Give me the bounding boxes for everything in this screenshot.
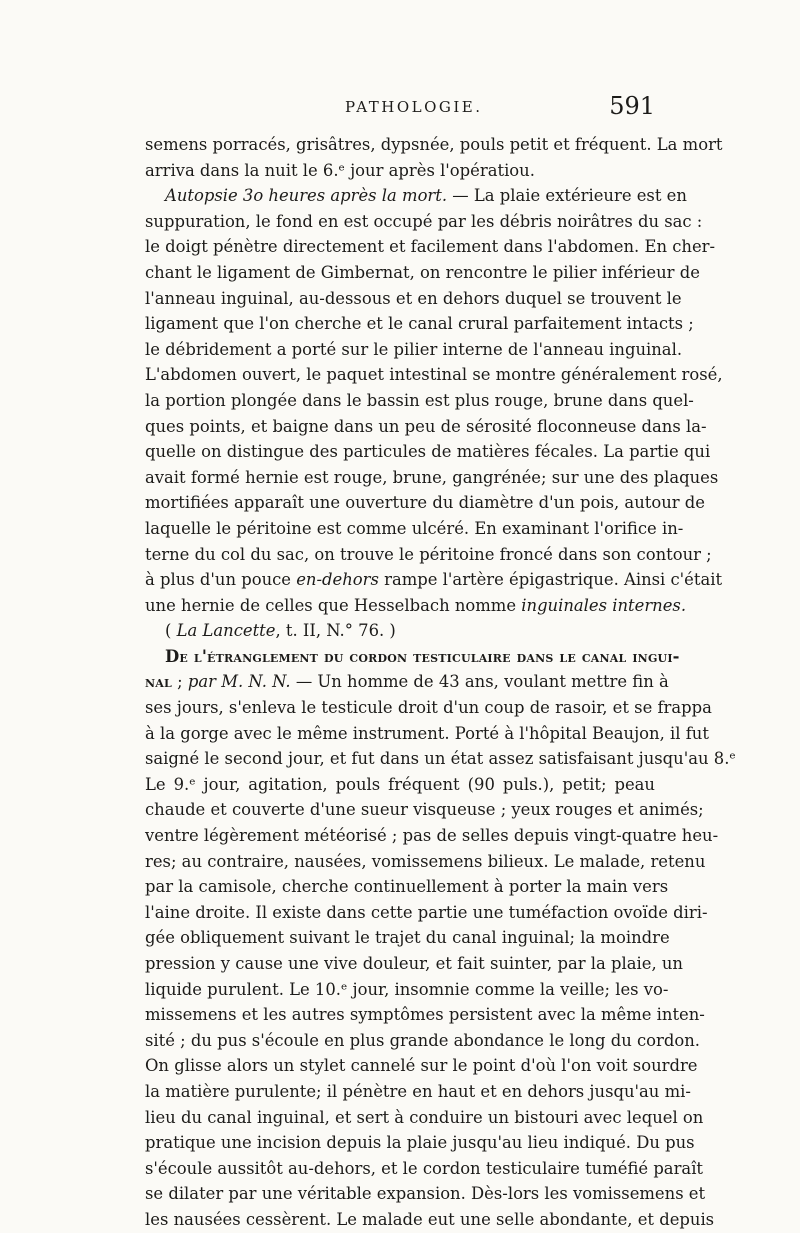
running-head: PATHOLOGIE. <box>345 98 483 116</box>
text-run: l'aine droite. Il existe dans cette partie une tuméfaction ovoïde diri- <box>145 902 708 922</box>
text-run: ( <box>165 621 177 641</box>
text-line <box>145 618 655 644</box>
text-line <box>145 490 706 516</box>
text-run: mortifiées apparaît une ouverture du diamètre d'un pois, autour de <box>145 493 706 513</box>
page-number: 591 <box>609 92 655 120</box>
text-line <box>145 337 683 363</box>
text-run: la matière purulente; il pénètre en haut et en dehors jusqu'au mi- <box>145 1081 691 1101</box>
text-line <box>145 465 719 491</box>
text-line <box>145 1028 701 1054</box>
text-run: le doigt pénètre directement et facilement dans l'abdomen. En cher- <box>145 237 716 257</box>
text-line <box>145 669 669 695</box>
text-run: chaude et couverte d'une sueur visqueuse ; yeux rouges et animés; <box>145 800 704 820</box>
text-line <box>145 772 655 798</box>
text-line <box>145 695 712 721</box>
text-run: liquide purulent. Le 10.ᵉ jour, insomnie comme la veille; les vo- <box>145 979 669 999</box>
text-line <box>145 1002 705 1028</box>
text-run: — Un homme de 43 ans, voulant mettre fin à <box>290 672 669 692</box>
text-run: saigné le second jour, et fut dans un état assez satisfaisant jusqu'au 8.ᵉ <box>145 749 736 769</box>
text-line <box>145 362 723 388</box>
text-run: ventre légèrement météorisé ; pas de selles depuis vingt-quatre heu- <box>145 826 719 846</box>
text-line <box>145 951 683 977</box>
text-run: Le 9.ᵉ jour, agitation, pouls fréquent (90 puls.), petit; peau <box>145 774 655 794</box>
text-run: pression y cause une vive douleur, et fait suinter, par la plaie, un <box>145 954 683 973</box>
text-line <box>145 1105 704 1131</box>
text-run: terne du col du sac, on trouve le péritoine froncé dans son contour ; <box>145 544 712 564</box>
text-run: se dilater par une véritable expansion. Dès-lors les vomissemens et <box>145 1184 706 1204</box>
text-run: laquelle le péritoine est comme ulcéré. En examinant l'orifice in- <box>145 518 684 538</box>
text-line <box>145 183 687 209</box>
text-run: avait formé hernie est rouge, brune, gangrénée; sur une des plaques <box>145 467 719 487</box>
text-run: la portion plongée dans le bassin est plus rouge, brune dans quel- <box>145 390 694 410</box>
text-run: semens porracés, grisâtres, dypsnée, pouls petit et fréquent. La mort <box>145 135 723 154</box>
text-line <box>145 209 703 235</box>
text-line <box>145 542 712 568</box>
text-line <box>145 721 709 747</box>
italic-text: par M. N. N. <box>187 672 291 692</box>
text-run: On glisse alors un stylet cannelé sur le point d'où l'on voit sourdre <box>145 1056 698 1076</box>
text-run: une hernie de celles que Hesselbach nomme <box>145 595 522 615</box>
text-line <box>145 746 736 772</box>
text-line <box>145 1207 715 1233</box>
text-line <box>145 1130 695 1156</box>
italic-text: inguinales internes. <box>521 595 687 615</box>
text-run: à la gorge avec le même instrument. Porté à l'hôpital Beaujon, il fut <box>145 723 709 743</box>
text-run: l'anneau inguinal, au-dessous et en dehors duquel se trouvent le <box>145 288 682 308</box>
text-run: , t. II, N.° 76. ) <box>275 621 396 641</box>
text-line <box>145 797 704 823</box>
text-run: suppuration, le fond en est occupé par les débris noirâtres du sac : <box>145 211 703 231</box>
text-run: sité ; du pus s'écoule en plus grande abondance le long du cordon. <box>145 1030 701 1050</box>
text-run: lieu du canal inguinal, et sert à conduire un bistouri avec lequel on <box>145 1107 704 1127</box>
section-heading-text: De l'étranglement du cordon testiculaire dans le canal ingui- <box>165 646 680 666</box>
text-run: quelle on distingue des particules de matières fécales. La partie qui <box>145 442 711 462</box>
text-line <box>145 311 694 337</box>
italic-text: en-dehors <box>296 570 379 590</box>
text-run: pratique une incision depuis la plaie jusqu'au lieu indiqué. Du pus <box>145 1133 695 1153</box>
text-line <box>145 158 655 184</box>
text-run: missemens et les autres symptômes persistent avec la même inten- <box>145 1005 705 1025</box>
text-run: s'écoule aussitôt au-dehors, et le cordon testiculaire tuméfié paraît <box>145 1158 704 1178</box>
text-line <box>145 439 711 465</box>
text-run: rampe l'artère épigastrique. Ainsi c'était <box>378 570 723 590</box>
text-run: arriva dans la nuit le 6.ᵉ jour après l'opératiou. <box>145 160 535 180</box>
text-line <box>145 1181 706 1207</box>
text-line <box>145 644 680 670</box>
text-run: ligament que l'on cherche et le canal crural parfaitement intacts ; <box>145 314 694 334</box>
text-line <box>145 1053 698 1079</box>
text-run: — La plaie extérieure est en <box>447 186 687 206</box>
text-line <box>145 234 716 260</box>
text-line <box>145 388 694 414</box>
text-line <box>145 1079 691 1105</box>
text-run: L'abdomen ouvert, le paquet intestinal se montre généralement rosé, <box>145 365 723 385</box>
body-text <box>145 132 736 1233</box>
italic-text: La Lancette <box>176 621 276 641</box>
text-line <box>145 1156 704 1182</box>
text-run: par la camisole, cherche continuellement à porter la main vers <box>145 877 669 897</box>
text-run: res; au contraire, nausées, vomissemens bilieux. Le malade, retenu <box>145 851 706 871</box>
text-run: le débridement a porté sur le pilier interne de l'anneau inguinal. <box>145 339 683 359</box>
text-line <box>145 900 708 926</box>
text-run: les nausées cessèrent. Le malade eut une selle abondante, et depuis <box>145 1209 715 1229</box>
text-line <box>145 286 682 312</box>
text-line <box>145 516 684 542</box>
page-header <box>145 92 655 132</box>
text-run: à plus d'un pouce <box>145 570 297 590</box>
text-run: ses jours, s'enleva le testicule droit d'un coup de rasoir, et se frappa <box>145 698 712 718</box>
section-heading-text: nal <box>145 672 172 692</box>
text-line <box>145 925 670 951</box>
text-line <box>145 567 723 593</box>
text-run: chant le ligament de Gimbernat, on rencontre le pilier inférieur de <box>145 262 700 282</box>
text-run: ques points, et baigne dans un peu de sérosité floconneuse dans la- <box>145 416 707 436</box>
text-line <box>145 977 669 1003</box>
text-line <box>145 260 700 286</box>
text-line <box>145 823 719 849</box>
text-line <box>145 849 706 875</box>
text-line <box>145 593 687 619</box>
text-line <box>145 874 669 900</box>
text-run: gée obliquement suivant le trajet du canal inguinal; la moindre <box>145 928 670 948</box>
text-line <box>145 132 723 158</box>
text-run: ; <box>171 672 188 692</box>
italic-text: Autopsie 3o heures après la mort. <box>165 186 448 206</box>
text-line <box>145 414 707 440</box>
